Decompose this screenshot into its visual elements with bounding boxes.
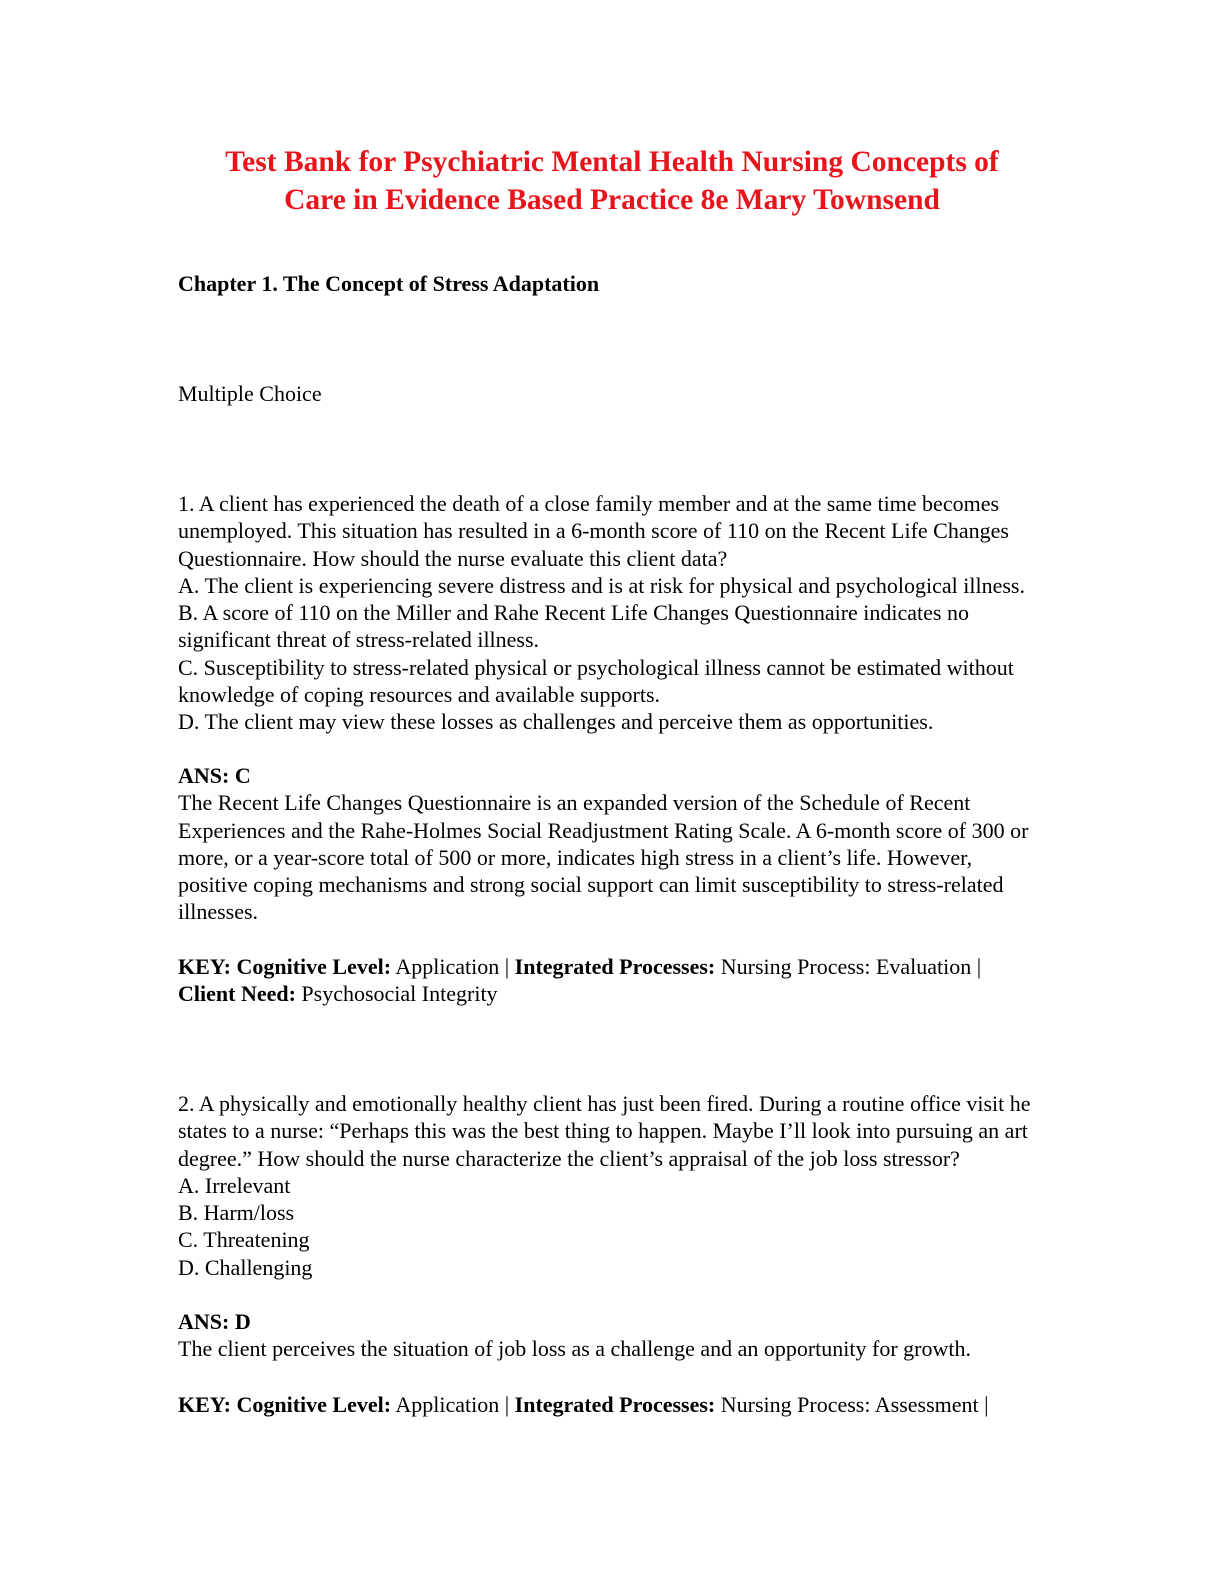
answer-label: ANS: D [178,1309,251,1334]
cognitive-level-label: Cognitive Level: [236,954,392,979]
option-line: D. Challenging [178,1254,313,1280]
option-line: C. Susceptibility to stress-related physical or psychological illness cannot be estimated without [178,654,1014,680]
key-line [178,953,1118,980]
client-need-value: Psychosocial Integrity [301,981,498,1007]
rationale-line: positive coping mechanisms and strong social support can limit susceptibility to stress-related [178,872,1004,898]
integrated-processes-value: Nursing Process: Assessment | [720,1392,989,1417]
client-need-label: Client Need: [178,981,296,1007]
question-1 [178,490,1118,736]
question-stem-line: Questionnaire. How should the nurse evaluate this client data? [178,545,728,571]
key-label: KEY: [178,954,231,979]
option-line: A. The client is experiencing severe distress and is at risk for physical and psychological illness. [178,572,1025,598]
chapter-heading: Chapter 1. The Concept of Stress Adaptation [178,271,600,296]
integrated-processes-label: Integrated Processes: [514,954,716,979]
cognitive-level-label: Cognitive Level: [236,1392,392,1417]
rationale-line: The client perceives the situation of job loss as a challenge and an opportunity for growth. [178,1336,971,1362]
option-line: B. Harm/loss [178,1200,295,1226]
key-label: KEY: [178,1392,231,1417]
option-line: D. The client may view these losses as challenges and perceive them as opportunities. [178,709,934,735]
key-block-2 [178,1391,1118,1418]
title-line: Care in Evidence Based Practice 8e Mary Townsend [284,184,940,216]
answer-label: ANS: C [178,763,251,788]
answer-block-1 [178,762,1118,926]
question-stem-line: 1. A client has experienced the death of a close family member and at the same time becomes [178,491,1000,516]
rationale-line: more, or a year-score total of 500 or more, indicates high stress in a client’s life. However, [178,844,973,870]
integrated-processes-label: Integrated Processes: [514,1392,716,1417]
option-line: C. Threatening [178,1227,310,1253]
option-line: A. Irrelevant [178,1172,291,1198]
option-line: significant threat of stress-related illness. [178,627,540,653]
question-stem-line: states to a nurse: “Perhaps this was the best thing to happen. Maybe I’ll look into pursuing an art [178,1118,1028,1144]
title-line: Test Bank for Psychiatric Mental Health Nursing Concepts of [225,146,999,178]
section-heading: Multiple Choice [178,381,322,406]
document-title [140,143,1084,219]
key-line [178,1391,1118,1418]
option-line: knowledge of coping resources and available supports. [178,682,661,708]
rationale-line: The Recent Life Changes Questionnaire is an expanded version of the Schedule of Recent [178,790,971,816]
rationale-line: illnesses. [178,899,259,925]
question-stem-line: degree.” How should the nurse characterize the client’s appraisal of the job loss stressor? [178,1145,960,1171]
cognitive-level-value: Application | [395,1392,510,1417]
answer-block-2 [178,1308,1118,1363]
option-line: B. A score of 110 on the Miller and Rahe Recent Life Changes Questionnaire indicates no [178,600,969,626]
key-block-1 [178,953,1118,1008]
question-stem-line: 2. A physically and emotionally healthy client has just been fired. During a routine office visit he [178,1091,1031,1116]
question-stem-line: unemployed. This situation has resulted in a 6-month score of 110 on the Recent Life Changes [178,518,1009,544]
key-line [178,980,1118,1007]
cognitive-level-value: Application | [395,954,510,979]
question-2 [178,1090,1118,1281]
rationale-line: Experiences and the Rahe-Holmes Social Readjustment Rating Scale. A 6-month score of 300 or [178,817,1029,843]
integrated-processes-value: Nursing Process: Evaluation | [720,954,982,979]
